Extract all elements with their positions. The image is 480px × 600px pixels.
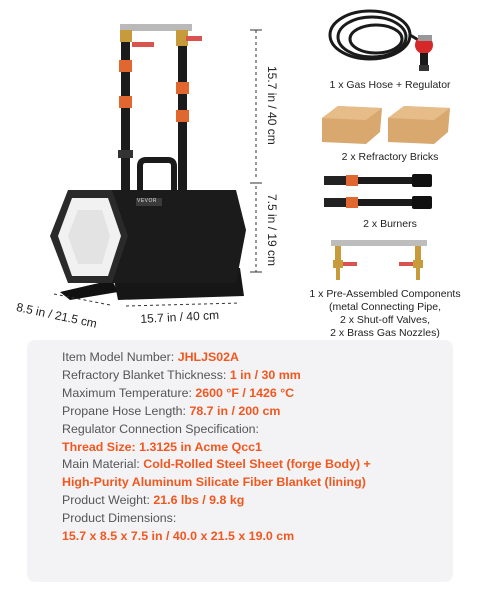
connecting-pipe	[120, 24, 192, 31]
dim-line-bottom	[126, 303, 240, 306]
dim-height-lower: 7.5 in / 19 cm	[265, 194, 279, 267]
spec-temperature-value: 2600 °F / 1426 °C	[195, 385, 295, 400]
spec-dimensions-value: 15.7 x 8.5 x 7.5 in / 40.0 x 21.5 x 19.0 cm	[62, 529, 295, 544]
spec-temperature	[62, 385, 452, 403]
spec-material-label: Main Material:	[62, 457, 144, 472]
spec-list	[62, 349, 452, 546]
spec-model-value: JHLJS02A	[177, 350, 239, 364]
spec-weight	[62, 492, 452, 510]
spec-temperature-label: Maximum Temperature:	[62, 385, 196, 400]
forge-illustration	[0, 0, 270, 320]
spec-model-label: Item Model Number:	[62, 350, 178, 364]
burner-left-ring	[118, 150, 133, 158]
spec-panel	[27, 340, 453, 582]
spec-hose-label: Propane Hose Length:	[62, 403, 190, 418]
burner-right-collar-mid	[176, 110, 189, 122]
brand-label: VEVOR	[137, 198, 158, 204]
component-preassembled-line-1: 1 x Pre-Assembled Components	[309, 288, 461, 300]
burners-illustration	[320, 172, 440, 214]
spec-blanket-label: Refractory Blanket Thickness:	[62, 367, 230, 382]
component-hose-label: 1 x Gas Hose + Regulator	[329, 79, 451, 91]
valve-handle-right	[186, 36, 202, 41]
dim-height-upper: 15.7 in / 40 cm	[265, 66, 279, 145]
component-preassembled-label	[290, 288, 480, 341]
burner-right-collar-top	[176, 82, 189, 94]
spec-blanket-value: 1 in / 30 mm	[229, 367, 301, 382]
component-burners-label: 2 x Burners	[363, 218, 417, 230]
spec-material-value-1: Cold-Rolled Steel Sheet (forge Body) +	[143, 457, 371, 472]
spec-blanket	[62, 367, 452, 385]
component-preassembled-line-3: 2 x Shut-off Valves,	[339, 314, 431, 327]
dim-width-left: 8.5 in / 21.5 cm	[15, 300, 99, 331]
valve-handle-left	[132, 42, 154, 47]
dim-length-bottom: 15.7 in / 40 cm	[140, 307, 220, 326]
burner-left-collar-top	[119, 60, 132, 72]
spec-weight-value: 21.6 lbs / 9.8 kg	[153, 493, 245, 508]
spec-regulator-label: Regulator Connection Specification:	[62, 421, 259, 436]
spec-dimensions-label: Product Dimensions:	[62, 511, 177, 526]
burner-left-collar-mid	[119, 96, 132, 108]
spec-weight-label: Product Weight:	[62, 493, 154, 508]
spec-hose	[62, 403, 452, 421]
component-preassembled-line-4: 2 x Brass Gas Nozzles)	[330, 327, 440, 340]
refractory-bricks-illustration	[318, 102, 458, 148]
spec-model	[62, 349, 452, 367]
component-bricks-label: 2 x Refractory Bricks	[341, 151, 439, 163]
component-preassembled-line-2: (metal Connecting Pipe,	[328, 301, 442, 314]
spec-regulator-value: Thread Size: 1.3125 in Acme Qcc1	[62, 439, 262, 454]
gas-hose-regulator-illustration	[320, 5, 460, 75]
spec-material-value-2: High-Purity Aluminum Silicate Fiber Blanket (lining)	[62, 475, 366, 490]
valve-left	[120, 30, 132, 42]
pre-assembled-components-illustration	[325, 236, 435, 286]
spec-material	[62, 456, 452, 474]
spec-hose-value: 78.7 in / 200 cm	[189, 403, 281, 418]
carry-handle	[140, 160, 174, 190]
